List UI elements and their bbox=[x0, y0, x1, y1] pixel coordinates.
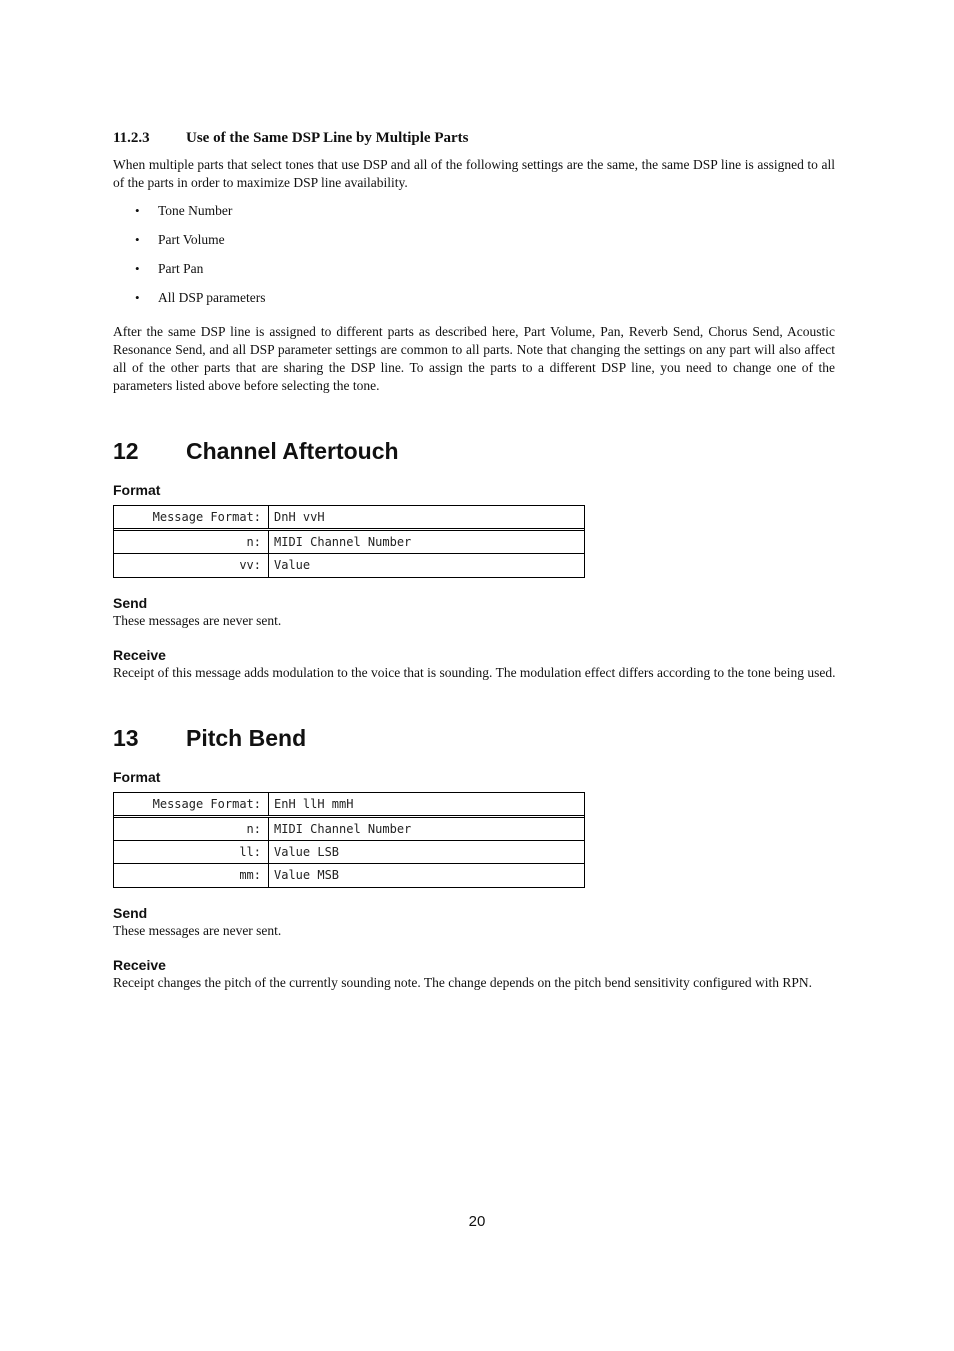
list-item bbox=[113, 260, 838, 289]
settings-list bbox=[113, 202, 838, 318]
send-text: These messages are never sent. bbox=[113, 613, 282, 628]
format-value: MIDI Channel Number bbox=[274, 535, 412, 549]
format-key: Message Format: bbox=[114, 793, 269, 815]
page-number: 20 bbox=[468, 1213, 486, 1230]
format-value: EnH llH mmH bbox=[274, 797, 354, 811]
format-key: n: bbox=[114, 818, 269, 840]
format-key: ll: bbox=[114, 841, 269, 863]
bullet-icon: • bbox=[135, 290, 140, 305]
table-row bbox=[114, 864, 584, 887]
table-row bbox=[114, 531, 584, 554]
receive-label: Receive bbox=[113, 957, 166, 973]
format-value: Value bbox=[274, 558, 311, 572]
format-value: DnH vvH bbox=[274, 510, 325, 524]
bullet-icon: • bbox=[135, 261, 140, 276]
subsection-number: 11.2.3 bbox=[113, 130, 150, 146]
table-row bbox=[114, 554, 584, 577]
receive-text: Receipt of this message adds modulation to the voice that is sounding. The modulation effect differs according to the tone being used. bbox=[113, 665, 836, 680]
format-label: Format bbox=[113, 482, 161, 498]
list-item bbox=[113, 202, 838, 231]
table-row bbox=[114, 818, 584, 841]
list-item-text: All DSP parameters bbox=[158, 290, 266, 305]
send-label: Send bbox=[113, 595, 148, 611]
section-12-heading bbox=[113, 437, 838, 465]
format-value: Value LSB bbox=[274, 845, 340, 859]
table-row bbox=[114, 841, 584, 864]
format-key: n: bbox=[114, 531, 269, 553]
format-table bbox=[113, 792, 585, 888]
subsection-after-text: After the same DSP line is assigned to different parts as described here, Part Volume, Pan, Reverb Send, Chorus Send, Acoustic Resonance Send, and all DSP parameter settings are common to all parts. Note that changing the settings on any part will also affect all of the other parts that are sharing the DSP line. To assign the parts to a different DSP line, you need to change one of the parameters listed above before selecting the tone. bbox=[113, 324, 835, 393]
bullet-icon: • bbox=[135, 203, 140, 218]
format-label: Format bbox=[113, 769, 161, 785]
send-label: Send bbox=[113, 905, 148, 921]
format-key: vv: bbox=[114, 554, 269, 577]
format-table bbox=[113, 505, 585, 578]
list-item bbox=[113, 289, 838, 318]
list-item-text: Tone Number bbox=[158, 203, 233, 218]
subsection-intro: When multiple parts that select tones that use DSP and all of the following settings are the same, the same DSP line is assigned to all of the parts in order to maximize DSP line availability. bbox=[113, 157, 835, 190]
format-value: MIDI Channel Number bbox=[274, 822, 412, 836]
format-key: Message Format: bbox=[114, 506, 269, 528]
section-title: Pitch Bend bbox=[186, 725, 307, 751]
list-item-text: Part Volume bbox=[158, 232, 225, 247]
table-row bbox=[114, 793, 584, 818]
send-text: These messages are never sent. bbox=[113, 923, 282, 938]
list-item-text: Part Pan bbox=[158, 261, 204, 276]
subsection-heading bbox=[113, 130, 838, 147]
subsection-title: Use of the Same DSP Line by Multiple Parts bbox=[186, 130, 469, 146]
receive-label: Receive bbox=[113, 647, 166, 663]
receive-text: Receipt changes the pitch of the currently sounding note. The change depends on the pitch bend sensitivity configured with RPN. bbox=[113, 975, 812, 990]
format-value: Value MSB bbox=[274, 868, 340, 882]
bullet-icon: • bbox=[135, 232, 140, 247]
list-item bbox=[113, 231, 838, 260]
section-number: 12 bbox=[113, 438, 139, 464]
format-key: mm: bbox=[114, 864, 269, 887]
section-13-heading bbox=[113, 724, 838, 752]
section-title: Channel Aftertouch bbox=[186, 438, 399, 464]
section-number: 13 bbox=[113, 725, 139, 751]
page-content bbox=[113, 130, 838, 992]
table-row bbox=[114, 506, 584, 531]
